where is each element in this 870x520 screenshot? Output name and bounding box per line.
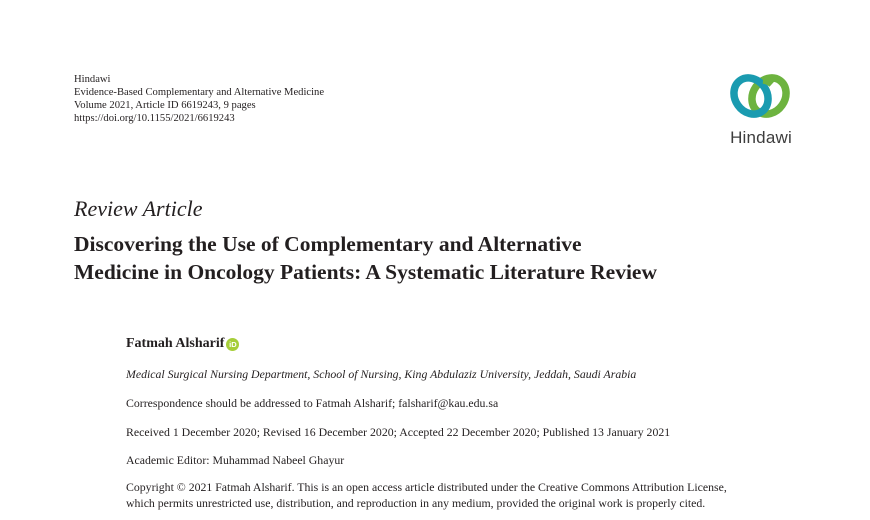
author-line: [126, 336, 239, 352]
title-line-1: Discovering the Use of Complementary and Alternative: [74, 232, 582, 256]
hindawi-logo: [720, 70, 802, 150]
hindawi-logo-icon: [720, 70, 802, 128]
publisher-name: Hindawi: [74, 74, 111, 85]
title-line-2: Medicine in Oncology Patients: A Systematic Literature Review: [74, 260, 657, 284]
author-name[interactable]: Fatmah Alsharif: [126, 336, 225, 351]
copyright-line-1: Copyright © 2021 Fatmah Alsharif. This is an open access article distributed under the Creative Commons Attribution License,: [126, 480, 727, 494]
correspondence: Correspondence should be addressed to Fatmah Alsharif; falsharif@kau.edu.sa: [126, 396, 499, 410]
journal-meta: [74, 73, 324, 125]
orcid-icon[interactable]: iD: [226, 338, 239, 351]
volume-info: Volume 2021, Article ID 6619243, 9 pages: [74, 100, 256, 111]
academic-editor: Academic Editor: Muhammad Nabeel Ghayur: [126, 453, 345, 467]
journal-name: Evidence-Based Complementary and Alternative Medicine: [74, 87, 325, 98]
affiliation: Medical Surgical Nursing Department, School of Nursing, King Abdulaziz University, Jeddah, Saudi Arabia: [126, 367, 637, 381]
article-title: [74, 230, 834, 286]
publication-dates: Received 1 December 2020; Revised 16 December 2020; Accepted 22 December 2020; Published 13 January 2021: [126, 425, 671, 439]
copyright-line-2: which permits unrestricted use, distribution, and reproduction in any medium, provided the original work is properly cited.: [126, 496, 706, 510]
copyright-notice: [126, 479, 727, 511]
hindawi-wordmark: Hindawi: [730, 128, 792, 147]
doi-link[interactable]: https://doi.org/10.1155/2021/6619243: [74, 113, 235, 124]
article-type: Review Article: [74, 196, 203, 221]
